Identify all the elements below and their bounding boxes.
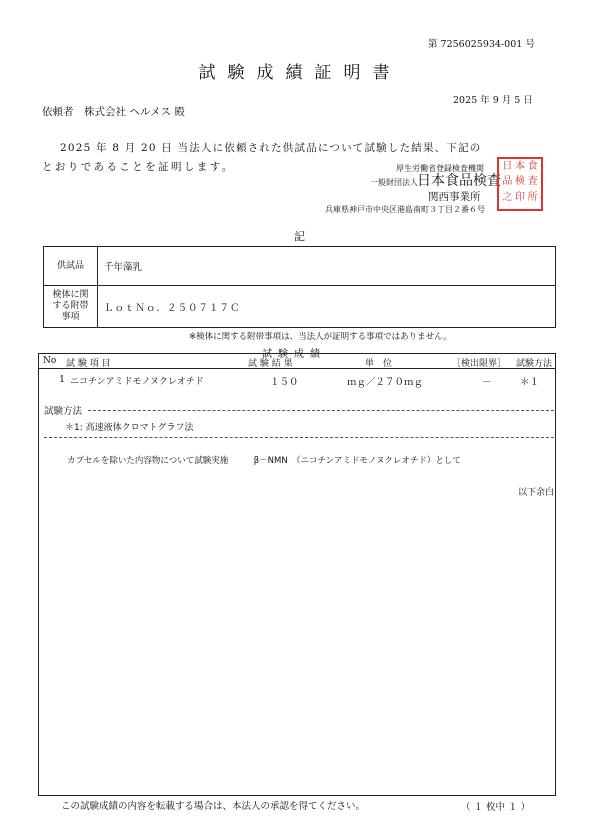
issue-date: 2025 年 9 月 5 日 <box>453 95 533 106</box>
seal-char: 本 <box>514 161 525 172</box>
issuer-corp-type: 一般財団法人 <box>370 178 418 187</box>
certificate-number: 第 7256025934-001 号 <box>428 39 535 50</box>
method-divider <box>88 410 554 411</box>
page-count: （ １ 枚中 １ ） <box>461 802 531 813</box>
issuer-branch: 関西事業所 <box>428 191 481 203</box>
issuer-registration: 厚生労働省登録検査機関 <box>396 164 484 173</box>
header-item: 試 験 項 目 <box>66 359 111 369</box>
header-limit: ［検出限界］ <box>452 359 507 369</box>
row-unit: ｍｇ／２７０ｍｇ <box>347 377 424 388</box>
info-label: 検体に関する附帯事項 <box>44 286 98 328</box>
blank-below-note: 以下余白 <box>518 488 555 498</box>
results-title: 試験成績 <box>262 349 326 360</box>
method-label: 試験方法 <box>44 406 83 417</box>
issuer-name: 日本食品検査 <box>417 173 501 189</box>
row-item: ニコチンアミドモノヌクレオチド <box>70 377 204 387</box>
header-unit: 単 位 <box>365 359 393 369</box>
capsule-note: カプセルを除いた内容物について試験実施 β－NMN （ニコチンアミドモノヌクレオチド）として <box>67 456 461 466</box>
footer-notice: この試験成績の内容を転載する場合は、本法人の承認を得てください。 <box>61 801 366 812</box>
info-value: ＬｏｔＮｏ．２５０７１７Ｃ <box>98 286 556 328</box>
seal-char: 印 <box>514 191 525 203</box>
row-no: 1 <box>59 374 66 385</box>
seal-char: 所 <box>527 191 538 203</box>
ki-heading: 記 <box>294 230 305 243</box>
method-item: ＊1: 高速液体クロマトグラフ法 <box>65 423 194 433</box>
header-method: 試験方法 <box>516 359 553 369</box>
statement-line-1: 2025 年 8 月 20 日 当法人に依頼された供試品について試験した結果、下記の <box>60 142 482 154</box>
issuer-address: 兵庫県神戸市中央区港島南町３丁目２番６号 <box>325 205 485 214</box>
page-title: 試験成績証明書 <box>198 63 402 83</box>
row-result: １５０ <box>270 377 299 388</box>
seal-char: 検 <box>514 176 525 188</box>
row-limit: － <box>482 377 492 388</box>
sample-note: ※検体に関する附帯事項は、当法人が証明する事項ではありません。 <box>189 332 452 342</box>
official-seal-stamp <box>497 157 543 211</box>
header-no: No <box>43 356 57 366</box>
client-line: 依頼者 株式会社 ヘルメス 殿 <box>42 106 185 118</box>
method-end-divider <box>44 437 554 438</box>
header-result: 試 験 結 果 <box>248 359 293 369</box>
seal-char: 食 <box>527 161 538 172</box>
seal-char: 之 <box>502 191 513 203</box>
row-method: ＊１ <box>520 377 540 388</box>
sample-label: 供試品 <box>44 247 98 286</box>
sample-value: 千年藻乳 <box>98 247 556 286</box>
statement-line-2: とおりであることを証明します。 <box>42 161 235 173</box>
sample-table <box>43 246 556 328</box>
seal-char: 査 <box>527 176 538 188</box>
seal-char: 日 <box>502 161 513 172</box>
seal-char: 品 <box>502 176 513 188</box>
